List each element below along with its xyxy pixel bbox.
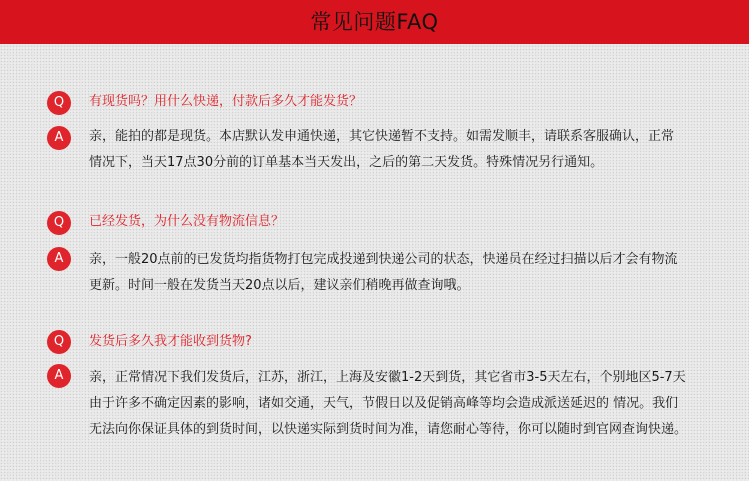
question-badge: Q <box>47 91 71 115</box>
answer-line: 更新。时间一般在发货当天20点以后，建议亲们稍晚再做查询哦。 <box>89 278 470 293</box>
answer-text <box>89 247 735 299</box>
page-title: 常见问题FAQ <box>310 10 439 34</box>
answer-badge: A <box>47 364 71 388</box>
answer-line: 亲，正常情况下我们发货后，江苏，浙江，上海及安徽1-2天到货，其它省市3-5天左右，个别地区5-7天 <box>89 370 686 385</box>
answer-text <box>89 365 735 443</box>
answer-line: 亲，一般20点前的已发货均指货物打包完成投递到快递公司的状态，快递员在经过扫描以后才会有物流 <box>89 252 678 267</box>
answer-line: 亲，能拍的都是现货。本店默认发申通快递，其它快递暂不支持。如需发顺丰，请联系客服确认，正常 <box>89 129 675 144</box>
question-text: 有现货吗？用什么快递，付款后多久才能发货？ <box>89 94 363 109</box>
answer-badge: A <box>47 126 71 150</box>
answer-line: 情况下，当天17点30分前的订单基本当天发出，之后的第二天发货。特殊情况另行通知。 <box>89 155 604 170</box>
answer-line: 由于许多不确定因素的影响，诸如交通，天气，节假日以及促销高峰等均会造成派送延迟的 情况。我们 <box>89 396 679 411</box>
answer-line: 无法向你保证具体的到货时间，以快递实际到货时间为准，请您耐心等待，你可以随时到官网查询快递。 <box>89 422 688 437</box>
question-text: 发货后多久我才能收到货物? <box>89 334 252 349</box>
question-badge: Q <box>47 211 71 235</box>
answer-badge: A <box>47 247 71 271</box>
answer-text <box>89 124 735 176</box>
question-badge: Q <box>47 330 71 354</box>
question-text: 已经发货，为什么没有物流信息？ <box>89 214 285 229</box>
